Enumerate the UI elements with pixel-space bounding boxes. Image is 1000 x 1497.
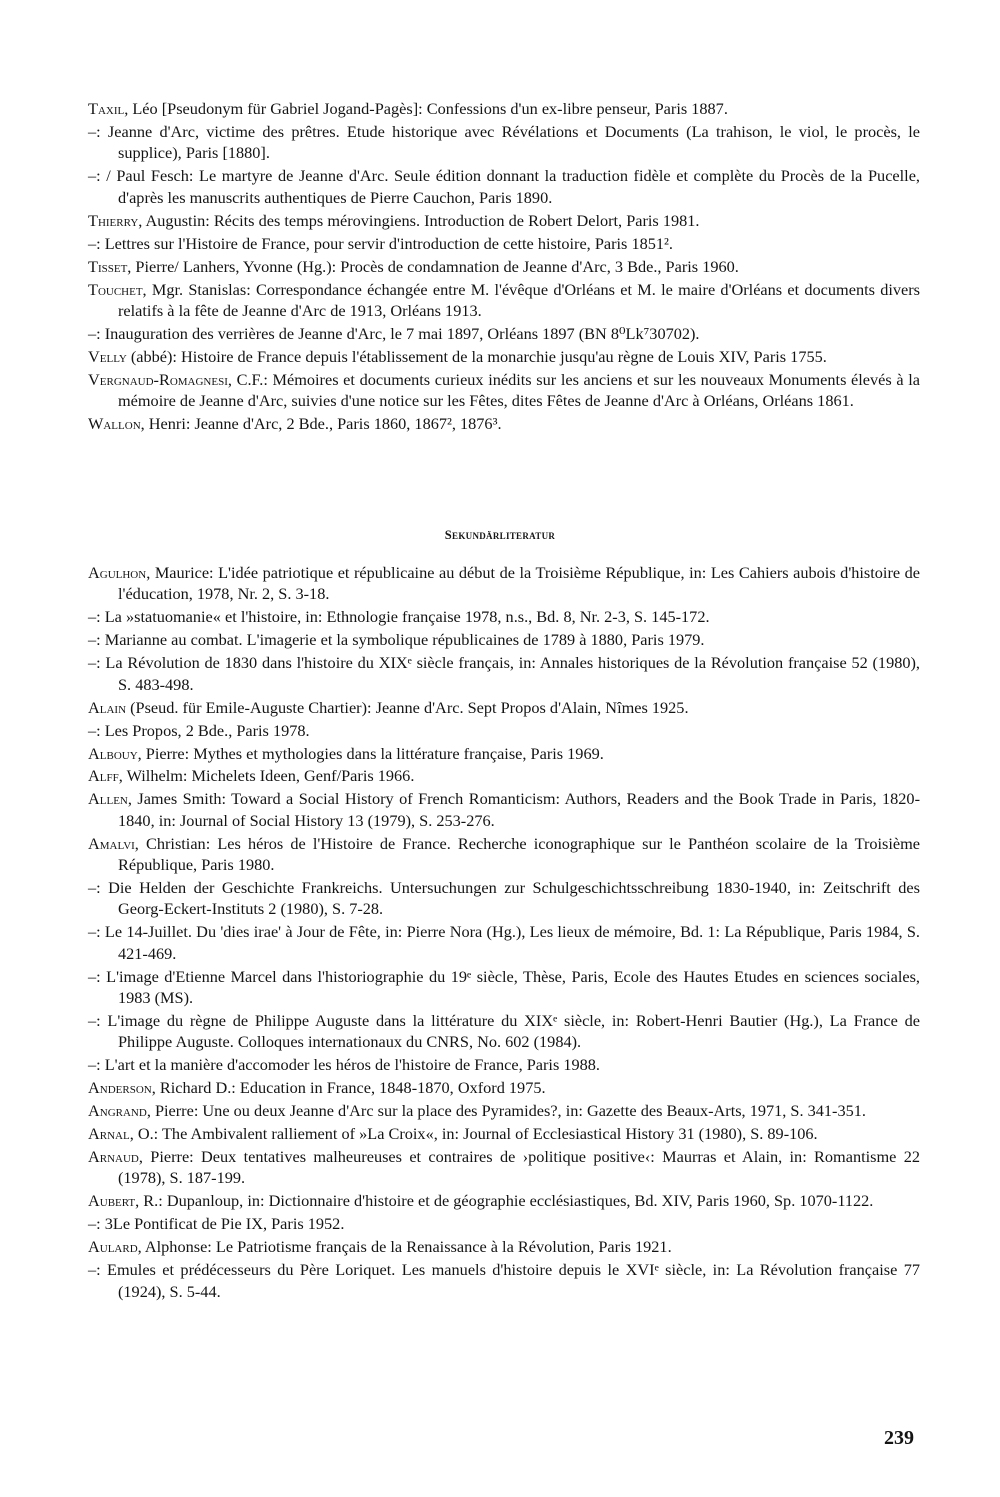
entry-text: –: Emules et prédécesseurs du Père Loriquet. Les manuels d'histoire depuis le XVIᵉ siècle, in: La Révolution française 77 (1924), S. 5-44. (88, 1260, 920, 1301)
bibliography-entry (88, 877, 920, 920)
bibliography-entry (88, 743, 920, 764)
bibliography-entry (88, 652, 920, 695)
bibliography-entry (88, 1190, 920, 1211)
bibliography-entry (88, 233, 920, 254)
bibliography-entry (88, 279, 920, 322)
entry-author: Arnal, (88, 1124, 134, 1144)
entry-author: Thierry, (88, 210, 143, 230)
bibliography-entry (88, 323, 920, 344)
entry-text: O.: The Ambivalent ralliement of »La Croix«, in: Journal of Ecclesiastical History 31 (1980), S. 89-106. (133, 1124, 818, 1144)
bibliography-entry (88, 1146, 920, 1189)
bibliography-entry (88, 562, 920, 605)
bibliography-entry (88, 98, 920, 119)
entry-author: Alain (88, 697, 127, 717)
bibliography-entry (88, 921, 920, 964)
entry-author: Arnaud, (88, 1147, 143, 1167)
bibliography-primary-sources (88, 98, 920, 436)
entry-text: (abbé): Histoire de France depuis l'établissement de la monarchie jusqu'au règne de Louis XIV, Paris 1755. (126, 346, 827, 366)
bibliography-entry (88, 210, 920, 231)
entry-author: Aubert, (88, 1191, 140, 1211)
entry-author: Touchet, (88, 279, 147, 299)
entry-text: James Smith: Toward a Social History of French Romanticism: Authors, Readers and the Book Trade in Paris, 1820-1840, in: Journal of Social History 13 (1979), S. 253-276. (118, 789, 920, 830)
bibliography-entry (88, 697, 920, 718)
bibliography-entry (88, 629, 920, 650)
entry-text: –: Lettres sur l'Histoire de France, pour servir d'introduction de cette histoire, Paris 1851². (88, 233, 673, 253)
entry-text: C.F.: Mémoires et documents curieux inédits sur les anciens et sur les nouveaux Monuments élevés à la mémoire de Jeanne d'Arc, suivies d'une notice sur les Fêtes, dites Fêtes de Jeanne d'Arc à Orléans, Orléans 1861. (118, 369, 920, 411)
entry-text: Maurice: L'idée patriotique et républicaine au début de la Troisième République, in: Les Cahiers aubois d'histoire de l'éducation, 1978, Nr. 2, S. 3-18. (118, 563, 920, 604)
entry-text: –: Les Propos, 2 Bde., Paris 1978. (88, 720, 310, 740)
bibliography-entry (88, 165, 920, 208)
entry-text: Mgr. Stanislas: Correspondance échangée entre M. l'évêque d'Orléans et M. le maire d'Orléans et documents divers relatifs à la fête de Jeanne d'Arc de 1913, Orléans 1913. (118, 279, 920, 320)
bibliography-entry (88, 1259, 920, 1302)
bibliography-entry (88, 369, 920, 412)
bibliography-entry (88, 1100, 920, 1121)
entry-text: –: Inauguration des verrières de Jeanne d'Arc, le 7 mai 1897, Orléans 1897 (BN 8⁰Lk⁷30702). (88, 323, 700, 343)
entry-text: Pierre: Deux tentatives malheureuses et contraires de ›politique positive‹: Maurras et Alain, in: Romantisme 22 (1978), S. 187-199. (118, 1147, 920, 1188)
entry-text: –: Marianne au combat. L'imagerie et la symbolique républicaines de 1789 à 1880, Paris 1979. (88, 630, 705, 650)
bibliography-entry (88, 346, 920, 367)
entry-text: Henri: Jeanne d'Arc, 2 Bde., Paris 1860, 1867², 1876³. (144, 414, 502, 434)
bibliography-entry (88, 606, 920, 627)
entry-text: Pierre: Mythes et mythologies dans la littérature française, Paris 1969. (141, 743, 604, 763)
bibliography-entry (88, 1077, 920, 1098)
entry-text: Léo [Pseudonym für Gabriel Jogand-Pagès]: Confessions d'un ex-libre penseur, Paris 1887. (128, 99, 728, 118)
entry-text: –: La Révolution de 1830 dans l'histoire du XIXᵉ siècle français, in: Annales historiques de la Révolution française 52 (1980), S. 483-498. (88, 653, 920, 694)
entry-author: Allen, (88, 789, 132, 809)
bibliography-entry (88, 256, 920, 277)
bibliography-entry (88, 720, 920, 741)
bibliography-entry (88, 788, 920, 831)
entry-text: Pierre/ Lanhers, Yvonne (Hg.): Procès de condamnation de Jeanne d'Arc, 3 Bde., Paris 1960. (131, 256, 739, 276)
entry-author: Alff, (88, 766, 123, 786)
entry-text: –: Jeanne d'Arc, victime des prêtres. Etude historique avec Révélations et Documents (La trahison, le viol, le procès, le supplice), Paris [1880]. (88, 121, 920, 163)
entry-author: Angrand, (88, 1101, 151, 1121)
entry-author: Wallon, (88, 414, 145, 434)
entry-text: Christian: Les héros de l'Histoire de France. Recherche iconographique sur le Panthéon scolaire de la Troisième République, Paris 1980. (118, 833, 920, 875)
page-number: 239 (884, 1427, 914, 1449)
entry-author: Albouy, (88, 743, 142, 763)
entry-text: Pierre: Une ou deux Jeanne d'Arc sur la place des Pyramides?, in: Gazette des Beaux-Arts, 1971, S. 341-351. (150, 1101, 866, 1121)
entry-text: –: 3Le Pontificat de Pie IX, Paris 1952. (88, 1214, 345, 1234)
entry-text: –: / Paul Fesch: Le martyre de Jeanne d'Arc. Seule édition donnant la traduction fidèle et complète du Procès de la Pucelle, d'après les manuscrits authentiques de Pierre Cauchon, Paris 1890. (88, 166, 920, 207)
entry-text: Wilhelm: Michelets Ideen, Genf/Paris 1966. (122, 766, 415, 786)
entry-text: Alphonse: Le Patriotisme français de la Renaissance à la Révolution, Paris 1921. (141, 1237, 672, 1257)
bibliography-entry (88, 413, 920, 434)
entry-text: (Pseud. für Emile-Auguste Chartier): Jeanne d'Arc. Sept Propos d'Alain, Nîmes 1925. (126, 697, 689, 717)
bibliography-entry (88, 1054, 920, 1075)
bibliography-entry (88, 1123, 920, 1144)
bibliography-entry (88, 833, 920, 876)
entry-text: Augustin: Récits des temps mérovingiens. Introduction de Robert Delort, Paris 1981. (142, 210, 700, 230)
entry-author: Velly (88, 346, 127, 366)
entry-author: Amalvi, (88, 833, 139, 853)
entry-author: Tisset, (88, 256, 132, 276)
entry-text: Richard D.: Education in France, 1848-1870, Oxford 1975. (155, 1078, 546, 1098)
section-heading: Sekundärliteratur (444, 528, 556, 542)
bibliography-entry (88, 966, 920, 1009)
entry-text: –: Die Helden der Geschichte Frankreichs. Untersuchungen zur Schulgeschichtsschreibung 1830-1940, in: Zeitschrift des Georg-Eckert-Instituts 2 (1980), S. 7-28. (88, 878, 920, 919)
entry-author: Vergnaud-Romagnesi, (88, 369, 232, 389)
entry-text: R.: Dupanloup, in: Dictionnaire d'histoire et de géographie ecclésiastiques, Bd. XIV, Paris 1960, Sp. 1070-1122. (139, 1191, 874, 1211)
entry-author: Agulhon, (88, 563, 151, 582)
bibliography-entry (88, 1213, 920, 1234)
entry-text: –: L'art et la manière d'accomoder les héros de l'histoire de France, Paris 1988. (88, 1055, 600, 1075)
entry-text: –: L'image du règne de Philippe Auguste dans la littérature du XIXᵉ siècle, in: Robert-Henri Bautier (Hg.), La France de Philippe Auguste. Colloques internationaux du CNRS, No. 602 (1984). (88, 1010, 920, 1052)
bibliography-entry (88, 121, 920, 164)
entry-text: –: L'image d'Etienne Marcel dans l'historiographie du 19ᵉ siècle, Thèse, Paris, Ecole des Hautes Etudes en sciences sociales, 1983 (MS). (88, 966, 920, 1007)
entry-text: –: Le 14-Juillet. Du 'dies irae' à Jour de Fête, in: Pierre Nora (Hg.), Les lieux de mémoire, Bd. 1: La République, Paris 1984, S. 421-469. (88, 922, 920, 963)
entry-author: Anderson, (88, 1078, 156, 1098)
entry-author: Aulard, (88, 1237, 142, 1257)
bibliography-entry (88, 1236, 920, 1257)
bibliography-secondary-literature (88, 562, 920, 1304)
entry-author: Taxil, (88, 99, 129, 118)
bibliography-entry (88, 765, 920, 786)
entry-text: –: La »statuomanie« et l'histoire, in: Ethnologie française 1978, n.s., Bd. 8, Nr. 2-3, S. 145-172. (88, 607, 710, 627)
bibliography-entry (88, 1010, 920, 1053)
